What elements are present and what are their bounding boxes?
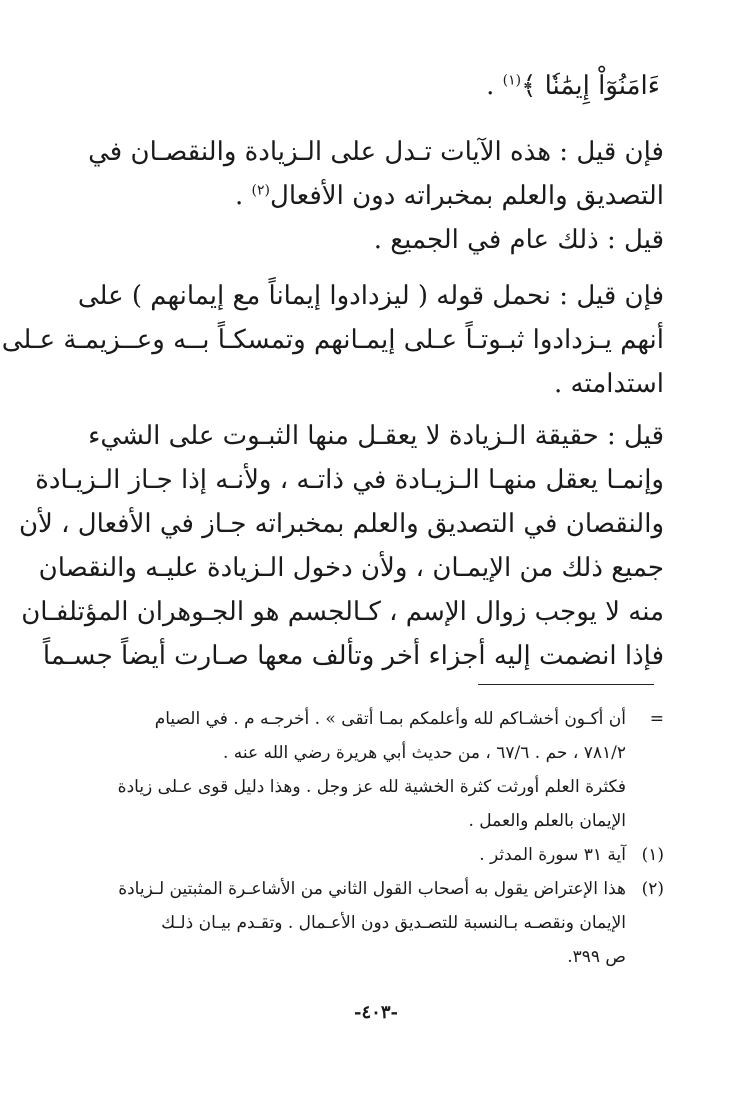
- footnote-continuation-marker: =: [649, 709, 664, 729]
- paragraph-reply-1: [98, 218, 664, 262]
- footnote-text: آية ٣١ سورة المدثر .: [479, 845, 626, 865]
- paragraph-line: فإن قيل : نحمل قوله ( ليزدادوا إيماناً مع إيمانهم ) على: [77, 281, 664, 311]
- quran-verse-text: ءَامَنُوٓاْ إِيمَٰنٗا ﴾: [521, 71, 660, 101]
- paragraph-line-text: التصديق والعلم بمخبراته دون الأفعال: [269, 181, 664, 211]
- footnote-marker: (١): [641, 845, 664, 865]
- footnote-text: هذا الإعتراض يقول به أصحاب القول الثاني من الأشاعـرة المثبتين لـزيادة: [118, 879, 626, 899]
- paragraph-line: أنهم يـزدادوا ثبـوتـاً عـلى إيمـانهم وتمسكـاً بــه وعــزيمـة عـلى: [1, 325, 664, 355]
- footnote-2-line: [98, 906, 664, 940]
- footnote-divider: [478, 684, 654, 685]
- footnote-2-line: [98, 940, 664, 974]
- page-number: -٤٠٣-: [354, 1002, 398, 1023]
- footnote-continuation-line: [98, 804, 664, 838]
- footnote-continuation-line: [98, 702, 664, 736]
- footnote-text: ٧٨١/٢ ، حم . ٦٧/٦ ، من حديث أبي هريرة رضي الله عنه .: [223, 743, 626, 763]
- quran-verse-end: .: [486, 71, 503, 101]
- footnote-continuation-line: [98, 736, 664, 770]
- paragraph-line: جميع ذلك من الإيمـان ، ولأن دخول الـزيادة عليـه والنقصان: [38, 553, 664, 583]
- footnote-ref-1: (١): [502, 72, 522, 89]
- quran-verse-line: [486, 64, 660, 108]
- footnote-marker: (٢): [641, 879, 664, 899]
- footnote-text: فكثرة العلم أورثت كثرة الخشية لله عز وجل . وهذا دليل قوى عـلى زيادة: [117, 777, 626, 797]
- paragraph-line-end: .: [234, 181, 252, 211]
- paragraph-reply-2: [18, 414, 664, 678]
- paragraph-objection-2: [1, 274, 664, 406]
- footnotes: [98, 702, 664, 974]
- footnote-ref-2: (٢): [251, 182, 270, 199]
- paragraph-line: قيل : ذلك عام في الجميع .: [373, 225, 664, 255]
- paragraph-line: منه لا يوجب زوال الإسم ، كـالجسم هو الجـوهران المؤتلفـان: [21, 597, 664, 627]
- paragraph-objection-1: [88, 130, 664, 218]
- paragraph-line-last: [98, 174, 664, 218]
- footnote-text: الإيمان ونقصـه بـالنسبة للتصـديق دون الأعـمال . وتقـدم بيـان ذلـك: [161, 913, 626, 933]
- paragraph-line: استدامته .: [554, 369, 664, 399]
- footnote-text: الإيمان بالعلم والعمل .: [468, 811, 626, 831]
- footnote-1: [98, 838, 664, 872]
- paragraph-line: فإن قيل : هذه الآيات تـدل على الـزيادة والنقصـان في: [88, 137, 664, 167]
- footnote-continuation-line: [98, 770, 664, 804]
- paragraph-line: وإنمـا يعقل منهـا الـزيـادة في ذاتـه ، ولأنـه إذا جـاز الـزيـادة: [35, 465, 664, 495]
- footnote-text: ص ٣٩٩.: [567, 947, 626, 967]
- paragraph-line: قيل : حقيقة الـزيادة لا يعقـل منها الثبـوت على الشيء: [88, 421, 664, 451]
- footnote-2: [98, 872, 664, 906]
- paragraph-line: والنقصان في التصديق والعلم بمخبراته جـاز في الأفعال ، لأن: [18, 509, 664, 539]
- paragraph-line: فإذا انضمت إليه أجزاء أخر وتألف معها صـارت أيضاً جسـماً: [42, 641, 664, 671]
- footnote-text: أن أكـون أخشـاكم لله وأعلمكم بمـا أتقى » . أخرجـه م . في الصيام: [154, 709, 626, 729]
